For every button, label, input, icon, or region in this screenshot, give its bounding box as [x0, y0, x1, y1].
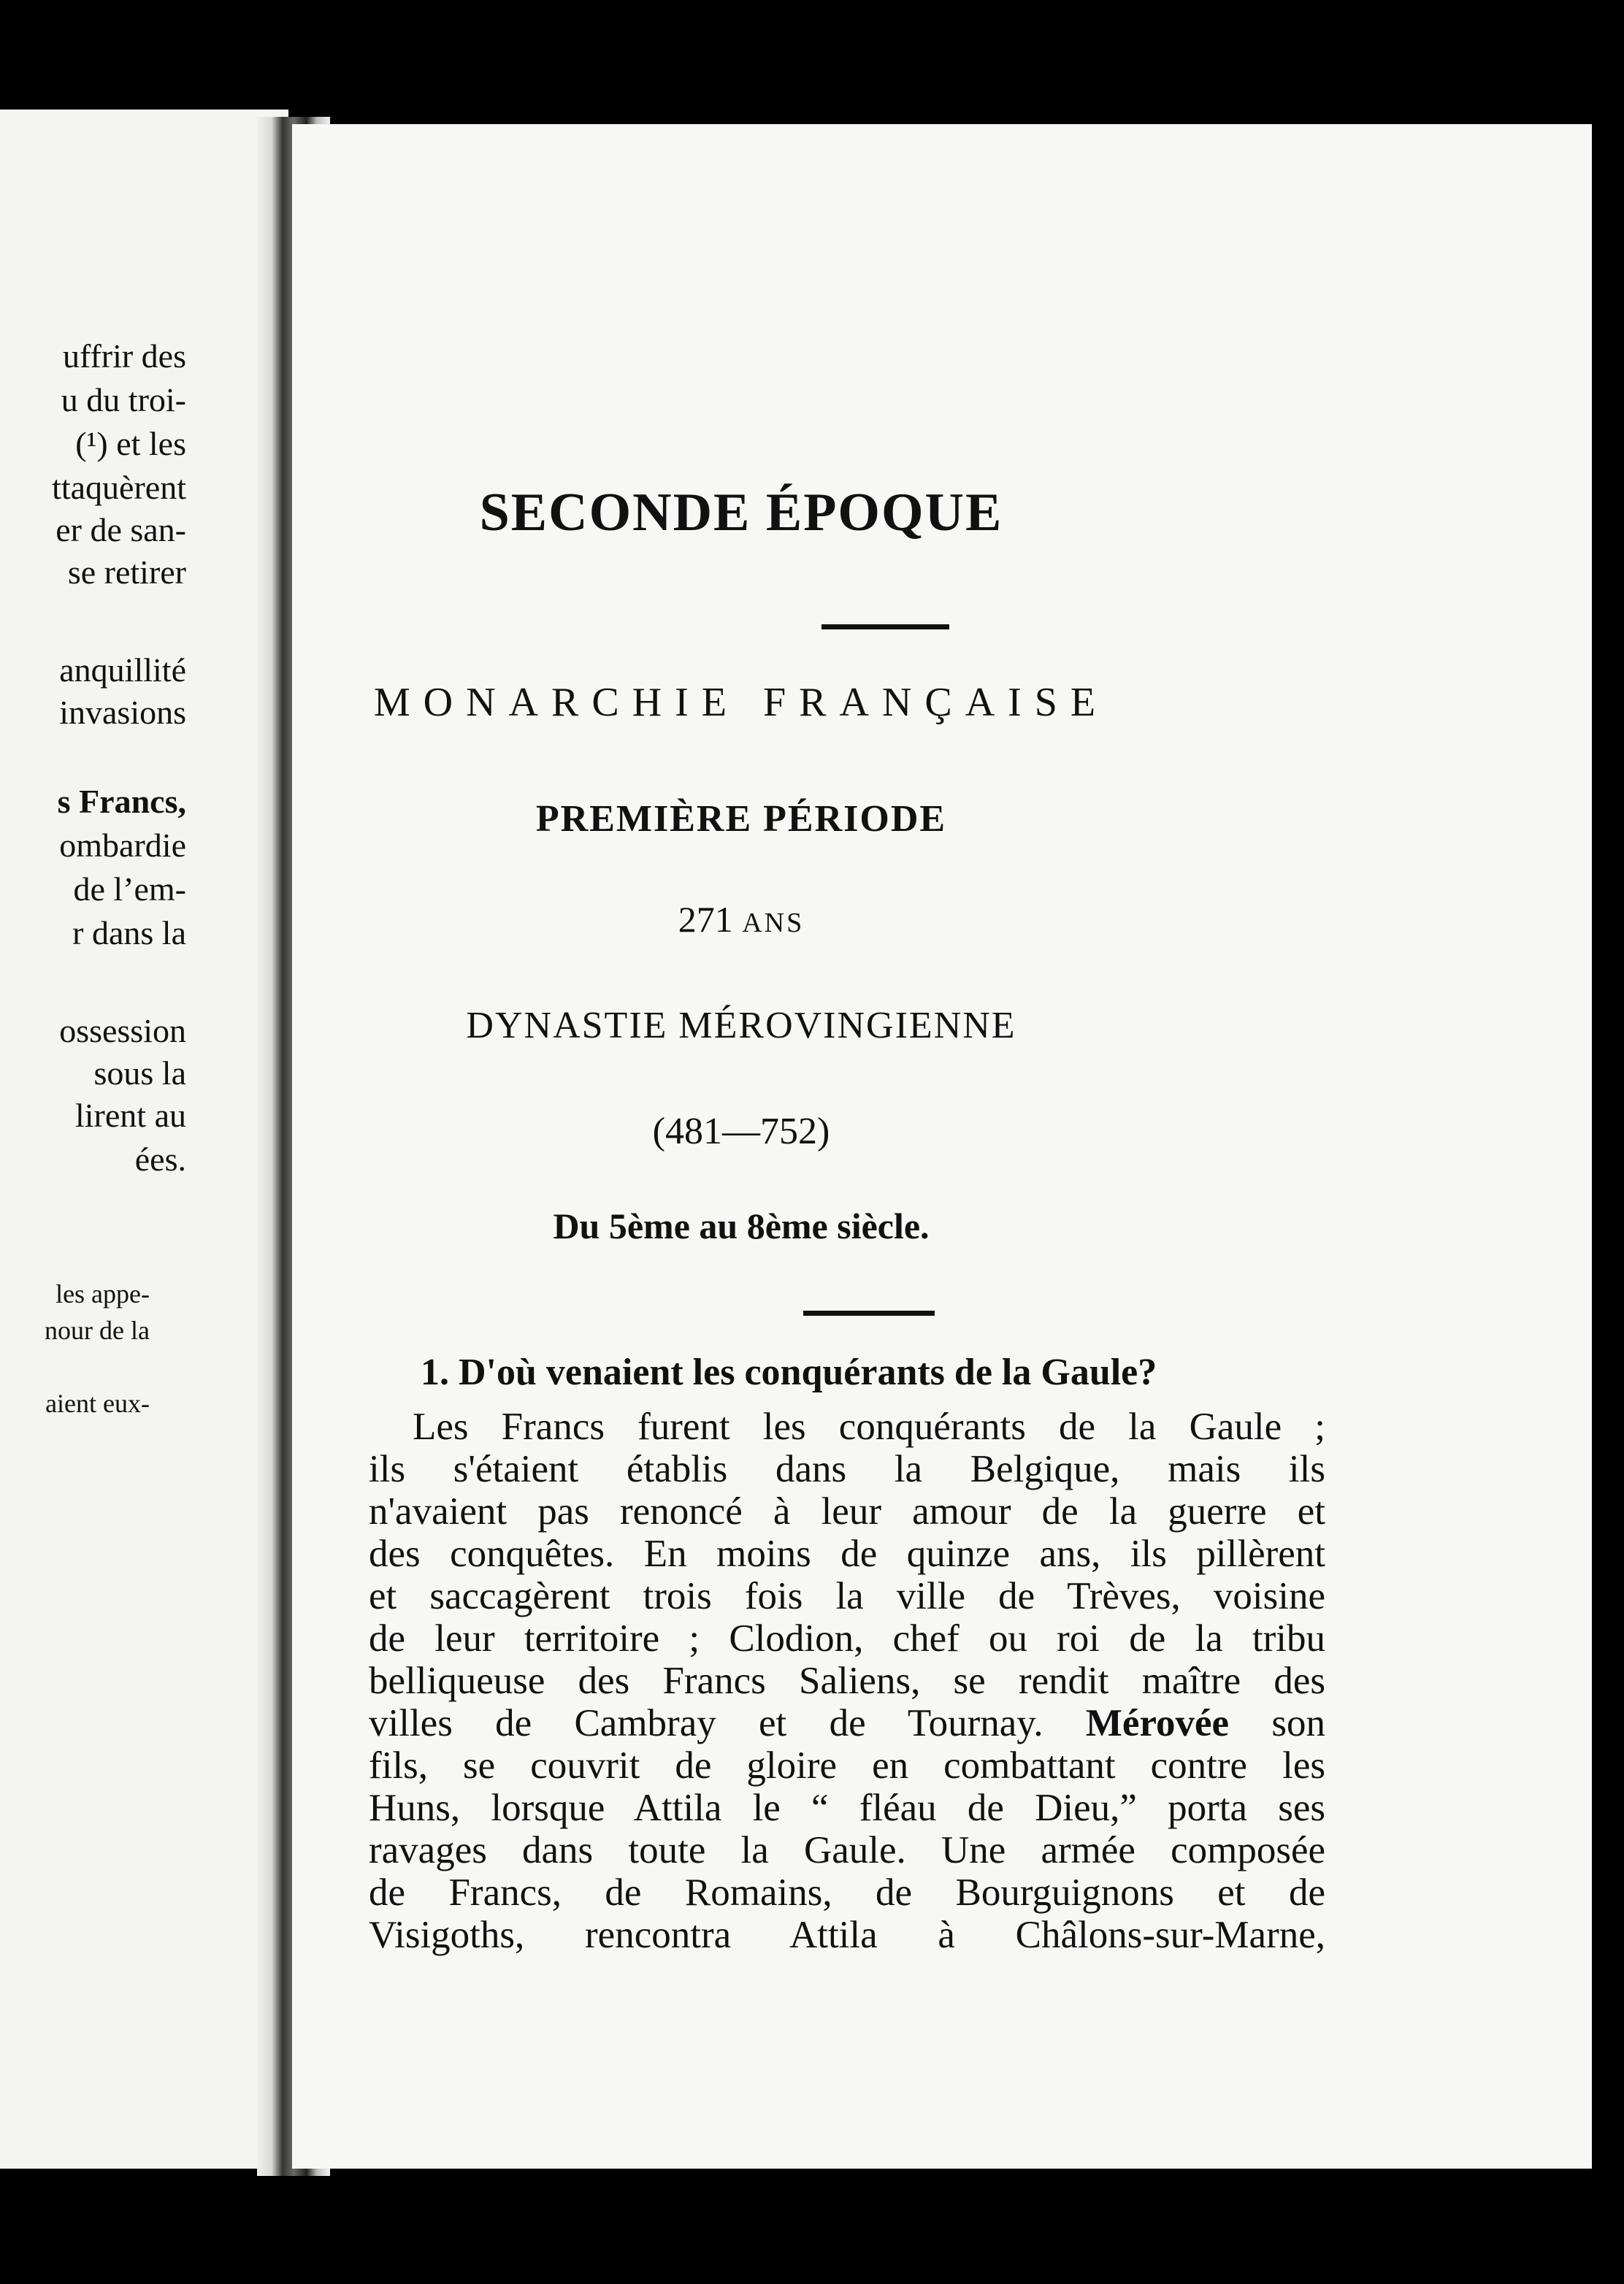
dynasty-heading: DYNASTIE MÉROVINGIENNE	[466, 1005, 1016, 1046]
years-word: ANS	[742, 908, 805, 938]
left-line-13: ossession	[59, 1012, 186, 1049]
left-line-15: lirent au	[75, 1097, 186, 1134]
paragraph-line: de leur territoire ; Clodion, chef ou roi de la tribu	[369, 1617, 1325, 1660]
monarchy-heading: MONARCHIE FRANÇAISE	[373, 680, 1109, 725]
left-line-12: r dans la	[72, 914, 186, 951]
left-line-6: se retirer	[67, 553, 186, 591]
left-note-2: nour de la	[45, 1316, 150, 1345]
left-note-1: les appe-	[55, 1279, 150, 1308]
left-line-7: anquillité	[59, 651, 186, 689]
answer-paragraph	[369, 1406, 1325, 1956]
years-line	[292, 898, 1190, 940]
paragraph-line: Huns, lorsque Attila le “ fléau de Dieu,” porta ses	[369, 1787, 1325, 1829]
dynasty-dates: (481—752)	[652, 1111, 830, 1152]
paragraph-line: Les Francs furent les conquérants de la Gaule ;	[413, 1406, 1325, 1448]
left-note-3: aient eux-	[45, 1389, 150, 1418]
paragraph-line: n'avaient pas renoncé à leur amour de la guerre et	[369, 1490, 1325, 1533]
left-line-2: u du troi-	[61, 381, 186, 418]
years-number: 271	[678, 899, 733, 940]
left-line-16: ées.	[134, 1141, 186, 1178]
paragraph-line: Visigoths, rencontra Attila à Châlons-sur-Marne,	[369, 1914, 1325, 1956]
period-heading: PREMIÈRE PÉRIODE	[535, 798, 947, 840]
left-line-11: de l’em-	[73, 870, 186, 908]
left-page	[0, 110, 288, 2169]
left-line-5: er de san-	[55, 511, 186, 548]
paragraph-line: belliqueuse des Francs Saliens, se rendit maître des	[369, 1660, 1325, 1702]
right-page	[292, 124, 1592, 2169]
paragraph-line: ils s'étaient établis dans la Belgique, mais ils	[369, 1448, 1325, 1490]
paragraph-line-merovee	[369, 1702, 1325, 1744]
epoch-title: SECONDE ÉPOQUE	[479, 483, 1003, 543]
paragraph-line: et saccagèrent trois fois la ville de Trèves, voisine	[369, 1575, 1325, 1617]
left-line-9: s Francs,	[57, 783, 186, 820]
paragraph-line: de Francs, de Romains, de Bourguignons et de	[369, 1871, 1325, 1914]
left-line-3: (¹) et les	[75, 425, 186, 462]
paragraph-line: fils, se couvrit de gloire en combattant contre les	[369, 1744, 1325, 1787]
merovee-name: Mérovée	[1085, 1702, 1230, 1744]
paragraph-text: son	[1271, 1702, 1326, 1744]
title-rule	[821, 624, 949, 629]
left-line-10: ombardie	[59, 827, 186, 864]
question-heading: 1. D'où venaient les conquérants de la Gaule?	[421, 1352, 1157, 1393]
paragraph-line: des conquêtes. En moins de quinze ans, ils pillèrent	[369, 1533, 1325, 1575]
paragraph-line: ravages dans toute la Gaule. Une armée composée	[369, 1829, 1325, 1871]
centuries-line: Du 5ème au 8ème siècle.	[553, 1206, 930, 1246]
left-line-14: sous la	[93, 1054, 186, 1092]
left-line-8: invasions	[59, 694, 186, 731]
section-rule	[803, 1311, 935, 1316]
left-line-4: ttaquèrent	[52, 469, 186, 506]
paragraph-text: villes de Cambray et de Tournay.	[369, 1702, 1043, 1744]
left-line-1: uffrir des	[62, 337, 186, 375]
